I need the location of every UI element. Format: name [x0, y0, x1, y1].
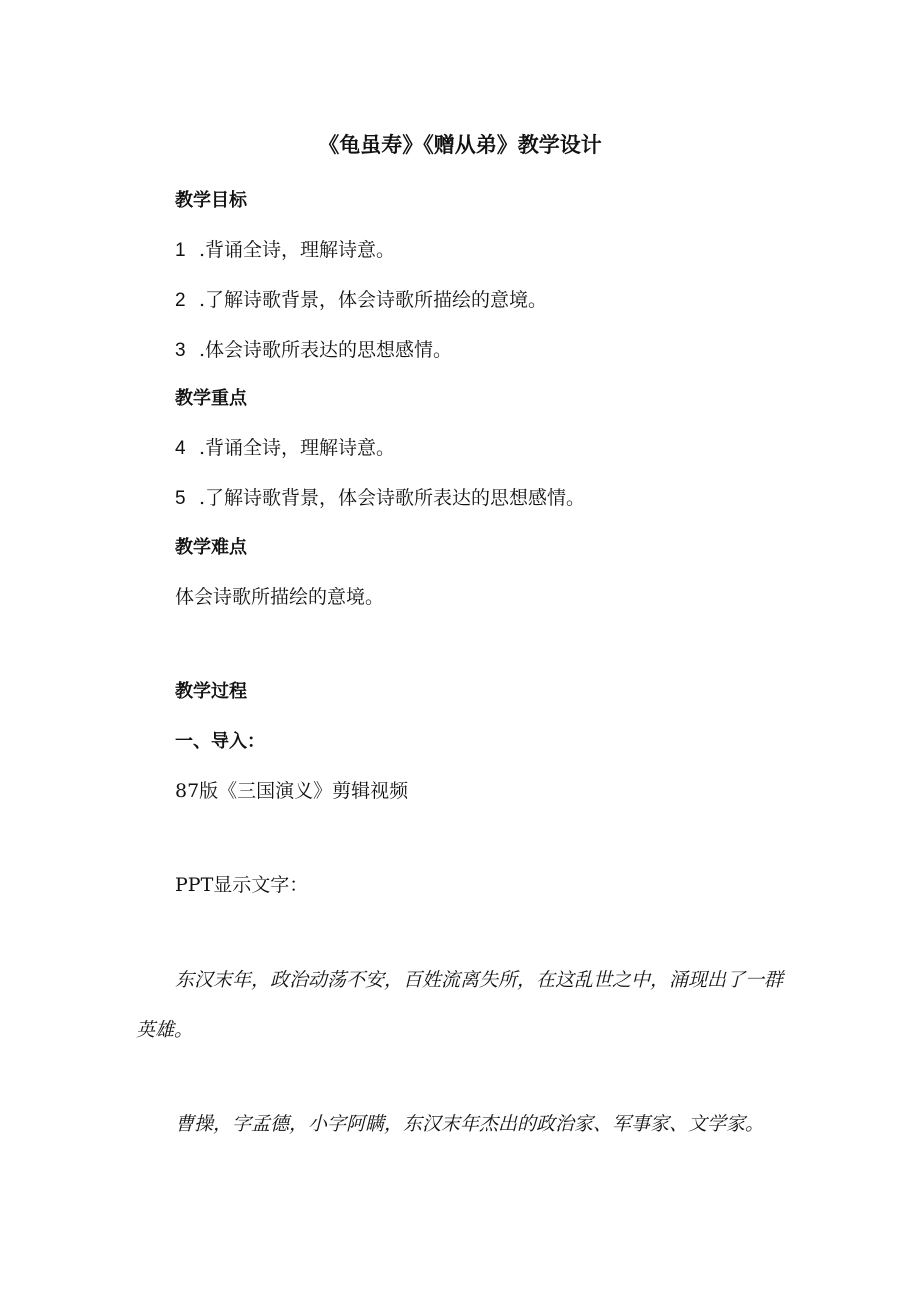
ppt-label: PPT显示文字：: [175, 874, 309, 896]
key-points-heading: 教学重点: [175, 388, 247, 409]
ppt-paragraph-2: 曹操，字孟德，小字阿瞒，东汉末年杰出的政治家、军事家、文学家。: [175, 1113, 765, 1135]
key-point-text: .背诵全诗，理解诗意。: [199, 437, 396, 459]
step1-heading: 一、导入：: [175, 731, 265, 752]
objective-text: .体会诗歌所表达的思想感情。: [199, 339, 453, 361]
objective-text: .背诵全诗，理解诗意。: [199, 239, 396, 261]
ppt-paragraph-1-line-1: 东汉末年，政治动荡不安，百姓流离失所，在这乱世之中，涌现出了一群: [175, 969, 784, 991]
objective-item-3: [175, 338, 452, 363]
document-title: 《龟虽寿》《赠从弟》教学设计: [318, 133, 602, 157]
process-heading: 教学过程: [175, 681, 247, 702]
difficulty-heading: 教学难点: [175, 537, 247, 558]
key-point-item-5: [175, 486, 585, 511]
key-point-number: 4: [175, 438, 186, 459]
objective-number: 1: [175, 240, 186, 261]
key-point-item-4: [175, 436, 395, 461]
objective-number: 3: [175, 340, 186, 361]
objective-item-1: [175, 238, 395, 263]
objective-text: .了解诗歌背景，体会诗歌所描绘的意境。: [199, 289, 548, 311]
objective-item-2: [175, 288, 547, 313]
objective-number: 2: [175, 290, 186, 311]
difficulty-text: 体会诗歌所描绘的意境。: [175, 586, 385, 608]
video-text: 87版《三国演义》剪辑视频: [175, 780, 409, 802]
ppt-paragraph-1-line-2: 英雄。: [136, 1019, 194, 1041]
key-point-text: .了解诗歌背景，体会诗歌所表达的思想感情。: [199, 487, 586, 509]
objectives-heading: 教学目标: [175, 190, 247, 211]
key-point-number: 5: [175, 488, 186, 509]
